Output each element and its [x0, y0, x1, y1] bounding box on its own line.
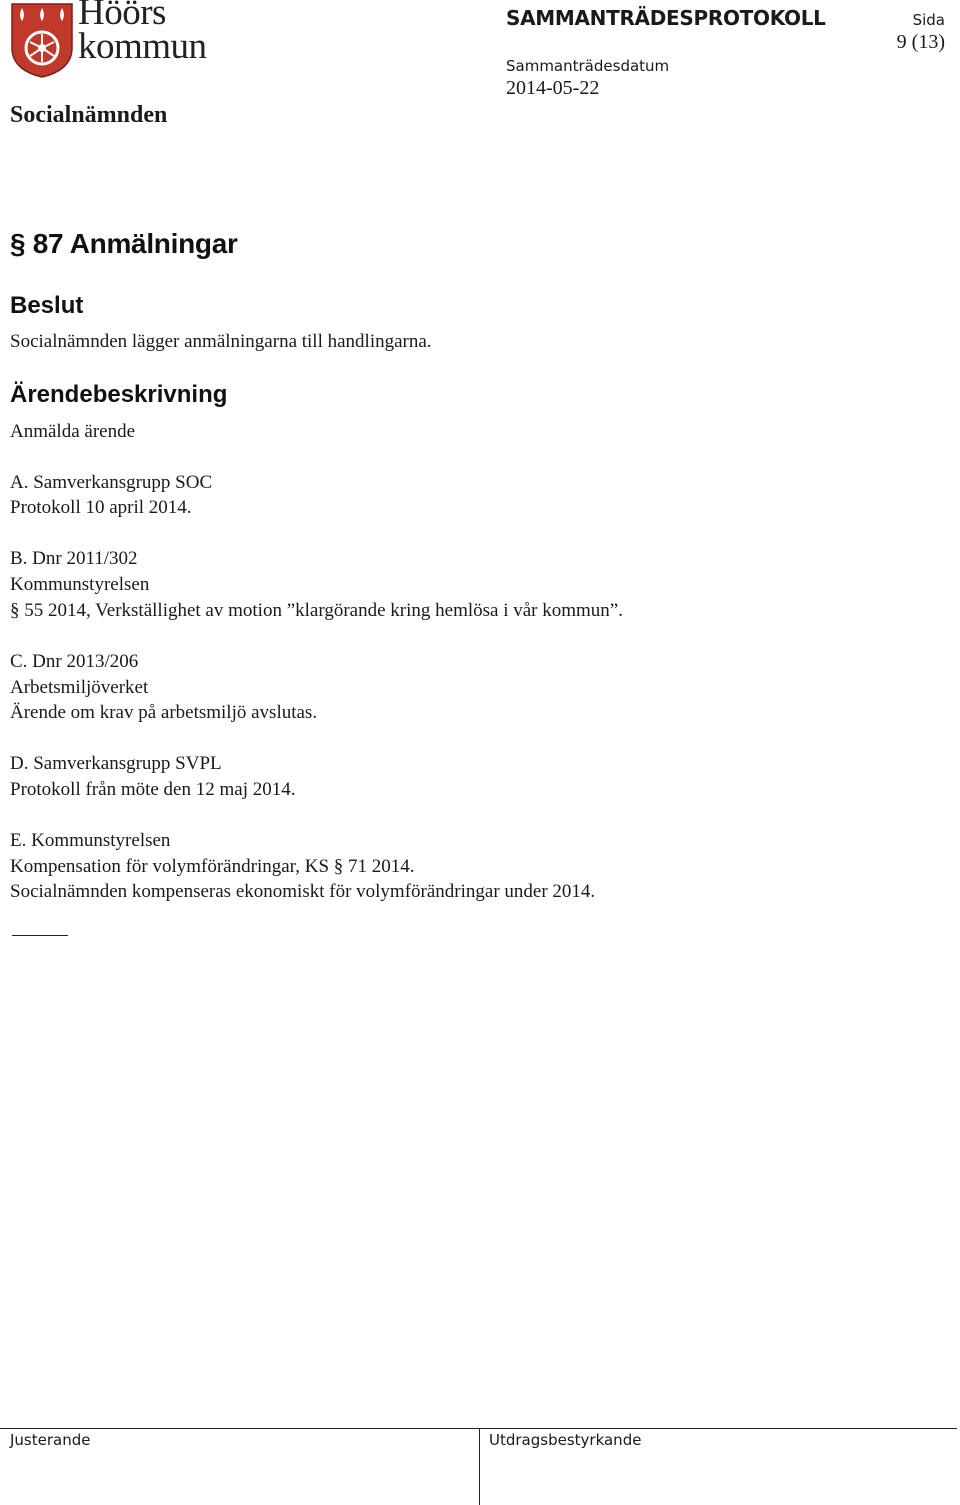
item-a-detail: Protokoll 10 april 2014.	[10, 497, 192, 518]
decision-heading: Beslut	[10, 292, 84, 319]
item-d-detail: Protokoll från möte den 12 maj 2014.	[10, 779, 296, 800]
item-e-title: E. Kommunstyrelsen	[10, 830, 171, 851]
justerande-label: Justerande	[10, 1431, 91, 1449]
item-b-title: B. Dnr 2011/302	[10, 548, 138, 569]
description-heading: Ärendebeskrivning	[10, 381, 228, 408]
item-e-detail: Kompensation för volymförändringar, KS § 71 2014.	[10, 856, 415, 877]
end-rule	[12, 935, 68, 936]
footer-divider	[479, 1428, 480, 1505]
item-d-title: D. Samverkansgrupp SVPL	[10, 753, 222, 774]
decision-text: Socialnämnden lägger anmälningarna till handlingarna.	[10, 331, 432, 352]
item-e-note: Socialnämnden kompenseras ekonomiskt för volymförändringar under 2014.	[10, 881, 596, 902]
org-line-2: kommun	[78, 26, 207, 67]
section-title: § 87 Anmälningar	[10, 228, 238, 259]
org-line-1: Höörs	[78, 0, 166, 33]
department-name: Socialnämnden	[10, 102, 168, 128]
item-c-detail: Ärende om krav på arbetsmiljö avslutas.	[10, 702, 318, 723]
date-value: 2014-05-22	[506, 77, 600, 99]
hoors-kommun-logo	[10, 2, 74, 78]
item-c-source: Arbetsmiljöverket	[10, 677, 149, 698]
logo-text	[78, 0, 207, 67]
item-b-source: Kommunstyrelsen	[10, 574, 150, 595]
description-intro: Anmälda ärende	[10, 421, 136, 442]
utdragsbestyrkande-label: Utdragsbestyrkande	[489, 1431, 642, 1449]
date-label: Sammanträdesdatum	[506, 57, 670, 75]
page-number: 9 (13)	[896, 31, 945, 53]
item-a-title: A. Samverkansgrupp SOC	[10, 472, 213, 493]
document-type: SAMMANTRÄDESPROTOKOLL	[506, 6, 826, 30]
item-b-detail: § 55 2014, Verkställighet av motion ”klargörande kring hemlösa i vår kommun”.	[10, 600, 623, 621]
item-c-title: C. Dnr 2013/206	[10, 651, 139, 672]
page-label: Sida	[912, 11, 945, 29]
